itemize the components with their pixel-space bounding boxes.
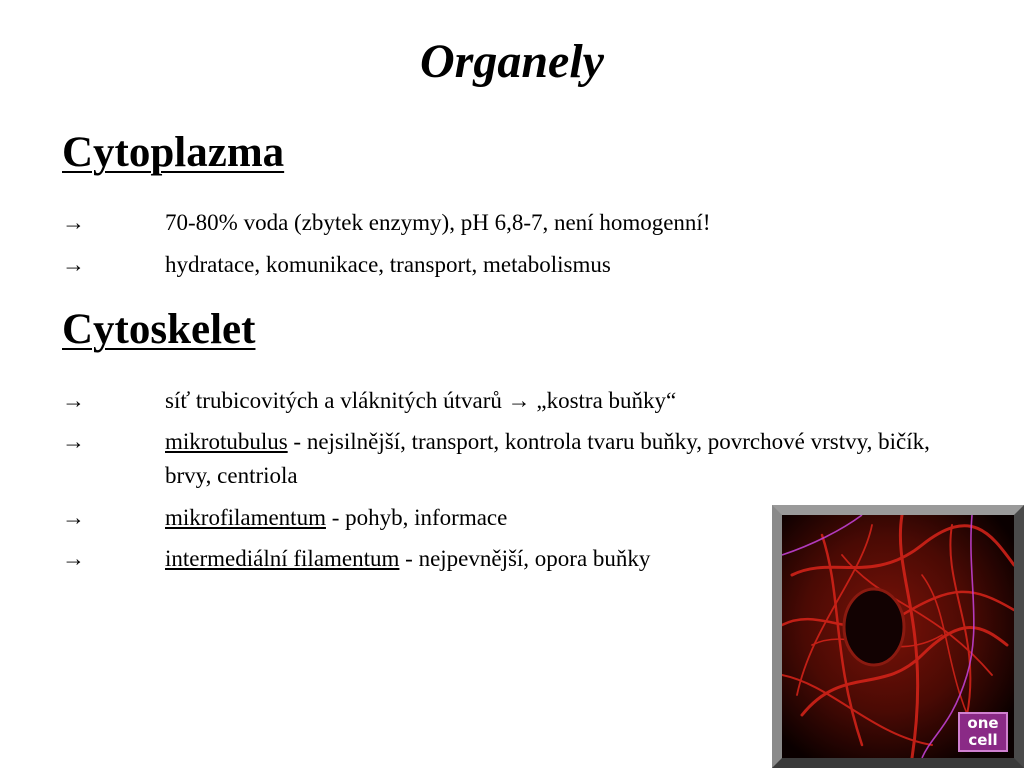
arrow-icon: → [62, 252, 85, 277]
bullet-description: - pohyb, informace [325, 505, 508, 530]
bullet-text: hydratace, komunikace, transport, metabolismus [165, 252, 611, 277]
arrow-icon: → [62, 505, 85, 530]
one-cell-logo [958, 712, 1008, 752]
term-intermedialni-filamentum: intermediální filamentum [165, 546, 400, 571]
arrow-icon: → [62, 388, 85, 413]
slide-title: Organely [420, 35, 604, 88]
bullet-text: 70-80% voda (zbytek enzymy), pH 6,8-7, není homogenní! [165, 210, 711, 235]
term-mikrofilamentum: mikrofilamentum [165, 505, 326, 530]
bullet-cytoskelet-1 [62, 384, 1022, 418]
bullet-cytoplazma-2 [62, 248, 1022, 282]
bullet-text [165, 425, 962, 493]
term-mikrotubulus: mikrotubulus [165, 429, 288, 454]
heading-cytoplazma: Cytoplazma [62, 129, 285, 176]
bullet-cytoplazma-1 [62, 206, 1022, 240]
logo-line-cell: cell [968, 731, 998, 749]
bullet-description: - nejpevnější, opora buňky [399, 546, 651, 571]
arrow-icon: → [62, 429, 85, 454]
arrow-icon: → [62, 210, 85, 235]
arrow-icon: → [62, 546, 85, 571]
bullet-description: - nejsilnější, transport, kontrola tvaru buňky, povrchové vrstvy, bičík, brvy, centriola [165, 429, 930, 488]
logo-line-one: one [967, 714, 999, 732]
heading-cytoskelet: Cytoskelet [62, 306, 256, 353]
cell-micrograph [772, 505, 1024, 768]
bullet-text: síť trubicovitých a vláknitých útvarů → „kostra buňky“ [165, 388, 677, 413]
bullet-cytoskelet-2 [62, 425, 962, 493]
